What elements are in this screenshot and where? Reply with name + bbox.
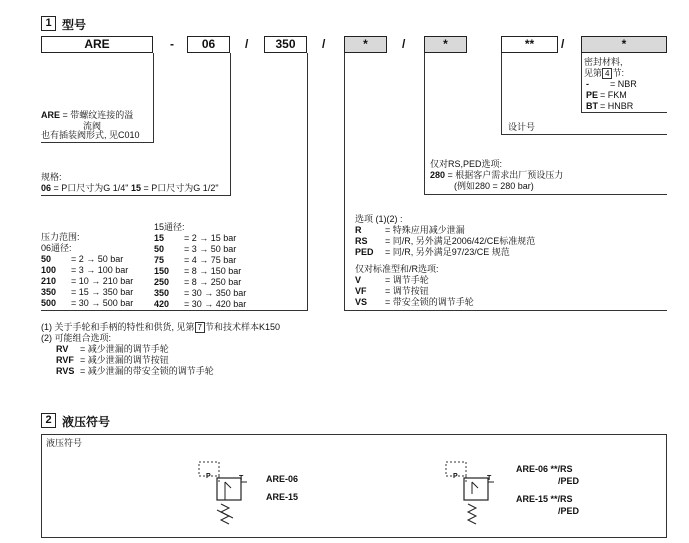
code-box-design: ** [501,36,558,53]
bracket-line [344,310,667,311]
are-cartridge-note: 也有插装阀形式, 见C010 [41,130,140,140]
option-row: V = 调节手轮 [355,275,429,285]
symbol-label: /PED [558,506,580,516]
note-2: (2) 可能组合选项: [41,333,112,343]
bracket-line [501,53,502,135]
relief-valve-symbol [442,460,502,526]
section-title: 型号 [62,18,87,32]
option-row: PED = 同/R, 另外满足97/23/CE 规范 [355,247,510,257]
are-desc-cont: 流阀 [83,121,102,131]
code-box-preset: * [424,36,467,53]
symbol-label: ARE-06 **/RS [516,464,573,474]
ref-box: 4 [602,68,612,79]
option-row: VF = 调节按钮 [355,286,429,296]
note-combo: RVS = 减少泄漏的带安全锁的调节手轮 [56,366,214,376]
pressure-row-06: 100 = 3 → 100 bar [41,265,129,275]
seal-item: - = NBR [586,79,637,89]
code-box-pressure: 350 [264,36,307,53]
pressure-row-15: 250 = 8 → 250 bar [154,277,242,287]
bracket-line [307,53,308,311]
preset-desc: 280 = 根据客户需求出厂预设压力 [430,170,564,180]
pressure-sub15: 15通径: [154,222,185,232]
bracket-line [230,53,231,196]
options-title: 选项 (1)(2) : [355,214,403,224]
port-t: T [239,475,244,482]
symbol-label: /PED [558,476,580,486]
note-combo: RV = 减少泄漏的调节手轮 [56,344,169,354]
symbol-label: ARE-15 [266,492,299,502]
code-sep: / [322,37,326,51]
bracket-line [581,112,667,113]
size-options: 06 = P口尺寸为G 1/4" 15 = P口尺寸为G 1/2" [41,183,219,193]
code-sep: / [245,37,249,51]
option-row: R = 特殊应用减少泄漏 [355,225,465,235]
pressure-title: 压力范围: [41,232,80,242]
bracket-line [424,194,667,195]
option-row: RS = 同/R, 另外满足2006/42/CE标准规范 [355,236,536,246]
code-box-seal: * [581,36,667,53]
code-box-size: 06 [187,36,230,53]
bracket-line [41,195,231,196]
code-box-option: * [344,36,387,53]
bracket-line [581,53,582,113]
note-1: (1) 关于手轮和手柄的特性和供货, 见第 7 节和技术样本K150 [41,322,280,332]
bracket-line [153,53,154,143]
port-t: T [487,475,492,482]
seal-item: BT = HNBR [586,101,634,111]
pressure-row-15: 75 = 4 → 75 bar [154,255,237,265]
symbol-label: ARE-06 [266,474,299,484]
options-title2: 仅对标准型和/R选项: [355,264,439,274]
code-sep: / [402,37,406,51]
preset-title: 仅对RS,PED选项: [430,159,503,169]
port-p: P [453,473,458,480]
seal-line2: 见第 4 节: [584,68,624,78]
pressure-row-15: 50 = 3 → 50 bar [154,244,237,254]
pressure-row-15: 15 = 2 → 15 bar [154,233,237,243]
section-number: 1 [41,16,56,31]
size-title: 规格: [41,172,62,182]
hydraulic-label: 液压符号 [46,438,83,448]
pressure-row-06: 350 = 15 → 350 bar [41,287,134,297]
bracket-line [41,310,308,311]
symbol-label: ARE-15 **/RS [516,494,573,504]
code-sep: - [170,37,174,51]
seal-item: PE = FKM [586,90,627,100]
bracket-line [424,53,425,195]
code-sep: / [561,37,565,51]
pressure-row-06: 210 = 10 → 210 bar [41,276,134,286]
pressure-sub06: 06通径: [41,243,72,253]
relief-valve-symbol [195,460,255,526]
section-number: 2 [41,413,56,428]
pressure-row-15: 420 = 30 → 420 bar [154,299,247,309]
preset-example: (例如280 = 280 bar) [454,181,534,191]
are-desc: ARE = 带螺纹连接的溢 [41,110,134,120]
bracket-line [501,134,667,135]
pressure-row-15: 150 = 8 → 150 bar [154,266,242,276]
option-row: VS = 带安全锁的调节手轮 [355,297,474,307]
note-combo: RVF = 减少泄漏的调节按钮 [56,355,169,365]
design-label: 设计号 [508,122,536,132]
bracket-line [344,53,345,311]
bracket-line [41,142,154,143]
pressure-row-15: 350 = 30 → 350 bar [154,288,247,298]
seal-line1: 密封材料, [584,57,623,67]
ref-box: 7 [195,322,205,333]
code-box-are: ARE [41,36,153,53]
section-title: 液压符号 [62,415,111,429]
pressure-row-06: 50 = 2 → 50 bar [41,254,124,264]
port-p: P [206,473,211,480]
pressure-row-06: 500 = 30 → 500 bar [41,298,134,308]
